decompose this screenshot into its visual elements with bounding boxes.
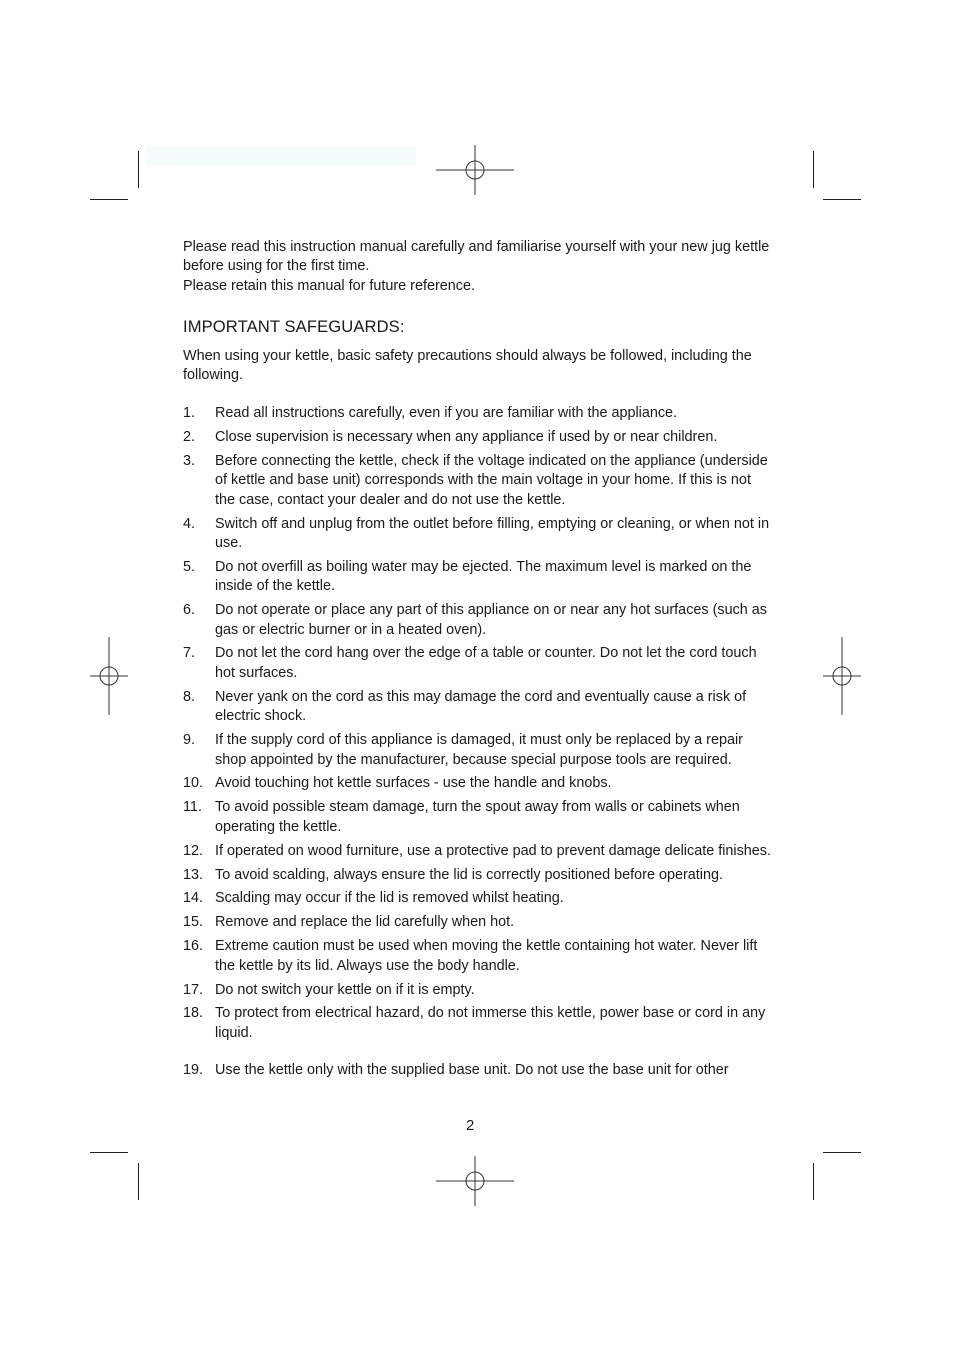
list-item xyxy=(183,913,773,932)
list-item xyxy=(183,1061,773,1080)
item-text: To avoid possible steam damage, turn the spout away from walls or cabinets when operating the kettle. xyxy=(215,799,740,835)
crop-mark-bottom-left-horizontal xyxy=(90,1152,128,1153)
item-number: 17. xyxy=(183,981,204,998)
item-text: Before connecting the kettle, check if the voltage indicated on the appliance (underside of kettle and base unit) corresponds with the main voltage in your home. If this is not the case, contact your dealer and do not use the kettle. xyxy=(215,452,768,508)
list-item xyxy=(183,731,773,770)
list-item xyxy=(183,688,773,727)
item-text: If operated on wood furniture, use a protective pad to prevent damage delicate finishes. xyxy=(215,842,771,859)
page-content xyxy=(183,238,773,1079)
item-number: 13. xyxy=(183,866,204,883)
intro-paragraph xyxy=(183,238,773,296)
list-item xyxy=(183,558,773,597)
list-item xyxy=(183,644,773,683)
item-number: 19. xyxy=(183,1062,204,1079)
item-text: To avoid scalding, always ensure the lid is correctly positioned before operating. xyxy=(215,866,723,883)
item-number: 9. xyxy=(183,732,196,749)
item-text: Do not switch your kettle on if it is empty. xyxy=(215,981,475,998)
safeguards-list xyxy=(183,404,773,1085)
registration-mark-right-icon xyxy=(803,637,881,715)
list-item xyxy=(183,601,773,640)
list-item xyxy=(183,515,773,554)
item-text: Read all instructions carefully, even if you are familiar with the appliance. xyxy=(215,405,678,421)
section-heading: IMPORTANT SAFEGUARDS: xyxy=(183,317,405,336)
item-text: Remove and replace the lid carefully when hot. xyxy=(215,914,515,931)
list-item xyxy=(183,428,773,447)
item-number: 6. xyxy=(183,602,196,619)
item-text: Extreme caution must be used when moving the kettle containing hot water. Never lift the kettle by its lid. Always use the body handle. xyxy=(215,938,758,974)
crop-mark-top-left-vertical xyxy=(138,151,139,188)
item-number: 16. xyxy=(183,938,204,955)
lead-paragraph: When using your kettle, basic safety precautions should always be followed, including the following. xyxy=(183,348,752,384)
registration-mark-top-icon xyxy=(436,131,514,209)
item-number: 4. xyxy=(183,515,196,532)
item-number: 10. xyxy=(183,775,204,792)
item-number: 18. xyxy=(183,1005,204,1022)
item-text: Avoid touching hot kettle surfaces - use the handle and knobs. xyxy=(215,775,612,792)
item-number: 2. xyxy=(183,428,196,445)
item-number: 1. xyxy=(183,405,196,421)
list-item xyxy=(183,889,773,908)
item-text: Do not let the cord hang over the edge of a table or counter. Do not let the cord touch hot surfaces. xyxy=(215,645,757,681)
item-number: 11. xyxy=(183,799,202,816)
item-text: Switch off and unplug from the outlet before filling, emptying or cleaning, or when not in use. xyxy=(215,515,770,551)
crop-mark-top-right-horizontal xyxy=(823,199,861,200)
list-item xyxy=(183,937,773,976)
crop-mark-bottom-right-horizontal xyxy=(823,1152,861,1153)
item-text: Scalding may occur if the lid is removed whilst heating. xyxy=(215,890,564,907)
crop-mark-bottom-right-vertical xyxy=(813,1163,814,1200)
item-text: Use the kettle only with the supplied base unit. Do not use the base unit for other xyxy=(215,1062,729,1079)
item-text: To protect from electrical hazard, do not immerse this kettle, power base or cord in any liquid. xyxy=(215,1005,766,1041)
intro-line: Please read this instruction manual carefully and familiarise yourself with your new jug kettle before using for the first time. xyxy=(183,239,770,275)
list-item xyxy=(183,404,773,423)
item-text: Close supervision is necessary when any appliance if used by or near children. xyxy=(215,428,718,445)
item-number: 12. xyxy=(183,842,204,859)
item-text: Do not overfill as boiling water may be ejected. The maximum level is marked on the inside of the kettle. xyxy=(215,558,752,595)
page-number: 2 xyxy=(466,1117,475,1134)
item-number: 8. xyxy=(183,688,196,705)
intro-line: Please retain this manual for future reference. xyxy=(183,277,475,294)
crop-mark-top-right-vertical xyxy=(813,151,814,188)
item-number: 5. xyxy=(183,558,196,575)
item-number: 14. xyxy=(183,890,204,907)
list-item xyxy=(183,1004,773,1043)
list-item xyxy=(183,981,773,1000)
list-item xyxy=(183,866,773,885)
list-item xyxy=(183,774,773,793)
item-number: 7. xyxy=(183,645,196,662)
crop-mark-top-left-horizontal xyxy=(90,199,128,200)
registration-mark-left-icon xyxy=(70,637,148,715)
faint-print-tint xyxy=(146,147,416,165)
list-item xyxy=(183,842,773,861)
list-item xyxy=(183,798,773,837)
item-text: If the supply cord of this appliance is damaged, it must only be replaced by a repair shop appointed by the manufacturer, because special purpose tools are required. xyxy=(215,732,743,768)
item-text: Do not operate or place any part of this appliance on or near any hot surfaces (such as gas or electric burner or in a heated oven). xyxy=(215,602,767,638)
item-number: 3. xyxy=(183,452,196,469)
item-number: 15. xyxy=(183,914,204,931)
item-text: Never yank on the cord as this may damage the cord and eventually cause a risk of electric shock. xyxy=(215,688,747,725)
crop-mark-bottom-left-vertical xyxy=(138,1163,139,1200)
registration-mark-bottom-icon xyxy=(436,1142,514,1220)
list-item xyxy=(183,452,773,510)
